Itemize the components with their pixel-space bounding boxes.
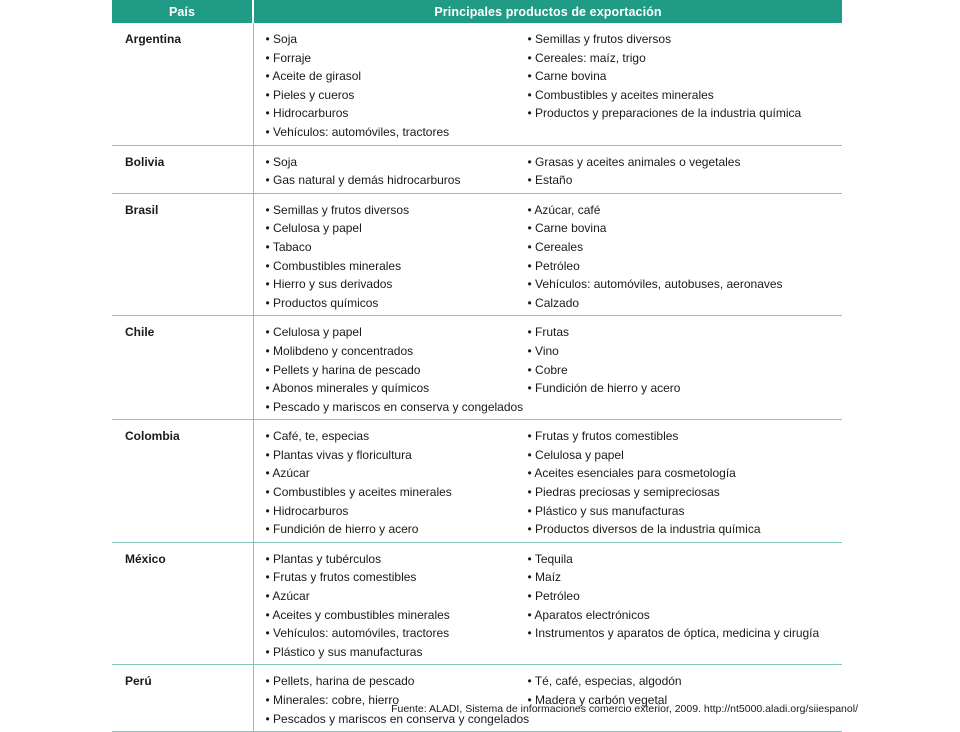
product-item: • Productos diversos de la industria química bbox=[528, 520, 838, 539]
products-list-right bbox=[528, 201, 838, 313]
product-item: • Hidrocarburos bbox=[266, 502, 528, 521]
product-item: • Celulosa y papel bbox=[528, 446, 838, 465]
table-row bbox=[112, 542, 842, 665]
table-body bbox=[112, 23, 842, 732]
products-list-right bbox=[528, 550, 838, 662]
country-cell: Colombia bbox=[112, 420, 253, 543]
products-cell bbox=[253, 420, 842, 543]
product-item: • Cereales: maíz, trigo bbox=[528, 49, 838, 68]
product-item: • Gas natural y demás hidrocarburos bbox=[266, 171, 528, 190]
product-item: • Semillas y frutos diversos bbox=[266, 201, 528, 220]
products-list-left bbox=[266, 550, 528, 662]
table-row bbox=[112, 145, 842, 193]
table-row bbox=[112, 316, 842, 420]
product-item: • Aparatos electrónicos bbox=[528, 606, 838, 625]
header-products: Principales productos de exportación bbox=[253, 0, 842, 23]
product-item: • Frutas y frutos comestibles bbox=[528, 427, 838, 446]
product-item: • Abonos minerales y químicos bbox=[266, 379, 528, 398]
export-table-container bbox=[112, 0, 842, 732]
product-item: • Piedras preciosas y semipreciosas bbox=[528, 483, 838, 502]
product-item: • Fundición de hierro y acero bbox=[266, 520, 528, 539]
products-cell bbox=[253, 145, 842, 193]
product-item: • Estaño bbox=[528, 171, 838, 190]
table-row bbox=[112, 665, 842, 732]
product-item: • Vehículos: automóviles, tractores bbox=[266, 624, 528, 643]
product-item: • Maíz bbox=[528, 568, 838, 587]
product-item: • Fundición de hierro y acero bbox=[528, 379, 838, 398]
product-item: • Frutas y frutos comestibles bbox=[266, 568, 528, 587]
source-note: Fuente: ALADI, Sistema de informaciones comercio exterior, 2009. http://nt5000.aladi.org/siiespanol/ bbox=[391, 703, 858, 715]
country-cell: Brasil bbox=[112, 193, 253, 316]
products-list-left bbox=[266, 30, 528, 142]
product-item: • Combustibles minerales bbox=[266, 257, 528, 276]
product-item: • Forraje bbox=[266, 49, 528, 68]
product-item: • Celulosa y papel bbox=[266, 323, 528, 342]
products-list-left bbox=[266, 201, 528, 313]
product-item: • Hierro y sus derivados bbox=[266, 275, 528, 294]
table-row bbox=[112, 23, 842, 145]
products-list-right bbox=[528, 323, 838, 416]
products-cell bbox=[253, 23, 842, 145]
country-cell: México bbox=[112, 542, 253, 665]
product-item: • Instrumentos y aparatos de óptica, medicina y cirugía bbox=[528, 624, 838, 643]
country-cell: Argentina bbox=[112, 23, 253, 145]
country-cell: Bolivia bbox=[112, 145, 253, 193]
product-item: • Café, te, especias bbox=[266, 427, 528, 446]
product-item: • Pescado y mariscos en conserva y congelados bbox=[266, 398, 528, 417]
product-item: • Plantas vivas y floricultura bbox=[266, 446, 528, 465]
product-item: • Petróleo bbox=[528, 257, 838, 276]
product-item: • Vehículos: automóviles, autobuses, aeronaves bbox=[528, 275, 838, 294]
product-item: • Aceites y combustibles minerales bbox=[266, 606, 528, 625]
products-list-right bbox=[528, 30, 838, 142]
product-item: • Té, café, especias, algodón bbox=[528, 672, 838, 691]
product-item: • Carne bovina bbox=[528, 219, 838, 238]
products-cell bbox=[253, 665, 842, 732]
country-cell: Chile bbox=[112, 316, 253, 420]
product-item: • Combustibles y aceites minerales bbox=[528, 86, 838, 105]
product-item: • Molibdeno y concentrados bbox=[266, 342, 528, 361]
product-item: • Celulosa y papel bbox=[266, 219, 528, 238]
product-item: • Pellets y harina de pescado bbox=[266, 361, 528, 380]
product-item: • Soja bbox=[266, 153, 528, 172]
products-list-right bbox=[528, 427, 838, 539]
product-item: • Combustibles y aceites minerales bbox=[266, 483, 528, 502]
product-item: • Grasas y aceites animales o vegetales bbox=[528, 153, 838, 172]
products-cell bbox=[253, 316, 842, 420]
product-item: • Petróleo bbox=[528, 587, 838, 606]
product-item: • Pescados y mariscos en conserva y congelados bbox=[266, 710, 528, 729]
table-row bbox=[112, 420, 842, 543]
product-item: • Pellets, harina de pescado bbox=[266, 672, 528, 691]
product-item: • Cobre bbox=[528, 361, 838, 380]
product-item: • Vino bbox=[528, 342, 838, 361]
table-header-row bbox=[112, 0, 842, 23]
products-list-left bbox=[266, 323, 528, 416]
product-item: • Semillas y frutos diversos bbox=[528, 30, 838, 49]
product-item: • Minerales: cobre, hierro bbox=[266, 691, 528, 710]
header-country: País bbox=[112, 0, 253, 23]
products-cell bbox=[253, 193, 842, 316]
product-item: • Plantas y tubérculos bbox=[266, 550, 528, 569]
table-row bbox=[112, 193, 842, 316]
product-item: • Vehículos: automóviles, tractores bbox=[266, 123, 528, 142]
export-products-table bbox=[112, 0, 842, 732]
product-item: • Azúcar, café bbox=[528, 201, 838, 220]
product-item: • Productos y preparaciones de la industria química bbox=[528, 104, 838, 123]
product-item: • Cereales bbox=[528, 238, 838, 257]
product-item: • Calzado bbox=[528, 294, 838, 313]
products-cell bbox=[253, 542, 842, 665]
product-item: • Hidrocarburos bbox=[266, 104, 528, 123]
product-item: • Productos químicos bbox=[266, 294, 528, 313]
country-cell: Perú bbox=[112, 665, 253, 732]
product-item: • Madera y carbón vegetal bbox=[528, 691, 838, 710]
product-item: • Aceites esenciales para cosmetología bbox=[528, 464, 838, 483]
products-list-left bbox=[266, 427, 528, 539]
product-item: • Azúcar bbox=[266, 464, 528, 483]
products-list-right bbox=[528, 153, 838, 190]
product-item: • Soja bbox=[266, 30, 528, 49]
products-list-left bbox=[266, 153, 528, 190]
product-item: • Frutas bbox=[528, 323, 838, 342]
product-item: • Azúcar bbox=[266, 587, 528, 606]
product-item: • Carne bovina bbox=[528, 67, 838, 86]
product-item: • Plástico y sus manufacturas bbox=[528, 502, 838, 521]
product-item: • Aceite de girasol bbox=[266, 67, 528, 86]
product-item: • Tabaco bbox=[266, 238, 528, 257]
product-item: • Tequila bbox=[528, 550, 838, 569]
product-item: • Plástico y sus manufacturas bbox=[266, 643, 528, 662]
product-item: • Pieles y cueros bbox=[266, 86, 528, 105]
